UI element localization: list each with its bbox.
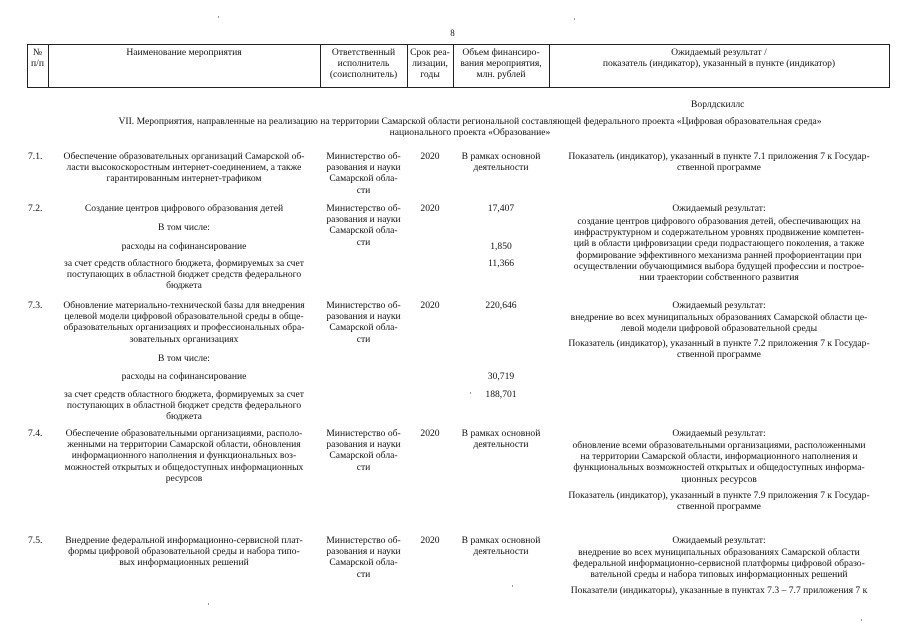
financing: В рамках основной деятельности — [461, 428, 541, 451]
row-number: 7.1. — [28, 151, 43, 162]
term: 2020 — [420, 300, 440, 311]
sub-label-regional-budget: за счет средств областного бюджета, формируемых за счет поступающих в областной бюджет средств федерального бюджета — [64, 258, 304, 292]
expected-result-title: Ожидаемый результат: — [672, 203, 766, 214]
executor: Министерство об- разования и науки Самарской обла- сти — [326, 300, 401, 345]
financing-total: 17,407 — [487, 203, 515, 214]
event-name: Обновление материально-технической базы для внедрения целевой модели цифровой образовательной среды в обще- образовательных организациях и профессиональных обра- зовательных организациях — [63, 300, 305, 345]
header-divider — [889, 44, 890, 88]
term: 2020 — [420, 428, 440, 439]
event-name: Создание центров цифрового образования детей — [84, 203, 284, 214]
financing: В рамках основной деятельности — [461, 151, 541, 174]
financing-cofinancing: 30,719 — [487, 371, 515, 382]
financing: В рамках основной деятельности — [461, 535, 541, 558]
scan-speck — [512, 585, 513, 587]
financing-regional-budget: 188,701 — [485, 389, 517, 400]
term: 2020 — [420, 203, 440, 214]
term: 2020 — [420, 151, 440, 162]
sub-label-regional-budget: за счет средств областного бюджета, формируемых за счет поступающих в областной бюджет средств федерального бюджета — [64, 389, 304, 423]
expected-result-title: Ожидаемый результат: — [672, 428, 766, 439]
sub-intro: В том числе: — [158, 353, 210, 364]
executor: Министерство об- разования и науки Самарской обла- сти — [326, 535, 401, 580]
scan-speck — [470, 392, 471, 394]
expected-result-indicator: Показатели (индикаторы), указанные в пунктах 7.3 – 7.7 приложения 7 к — [570, 585, 868, 596]
row-number: 7.3. — [28, 300, 43, 311]
header-financing: Объем финансиро- вания мероприятия, млн. рублей — [460, 47, 542, 81]
scan-speck — [218, 16, 219, 18]
executor: Министерство об- разования и науки Самарской обла- сти — [326, 203, 401, 248]
expected-result: Показатель (индикатор), указанный в пункте 7.1 приложения 7 к Государ- ственной программе — [568, 151, 870, 174]
expected-result: обновление всеми образовательными организациями, расположенными на территории Самарской области, информационного наполнения и функциональных возможностей открытых и общедоступных информа- ционных ресурсов — [572, 440, 866, 485]
sub-intro: В том числе: — [158, 222, 210, 233]
financing-total: 220,646 — [485, 300, 517, 311]
scan-speck — [574, 18, 575, 20]
sub-label-cofinancing: расходы на софинансирование — [121, 241, 247, 252]
executor: Министерство об- разования и науки Самарской обла- сти — [326, 428, 401, 473]
expected-result: внедрение во всех муниципальных образованиях Самарской области федеральной информационно-сервисной платформы цифровой образо- вательной среды и набора типовых информационных решений — [573, 547, 865, 581]
header-expected-result: Ожидаемый результат / показатель (индикатор), указанный в пункте (индикатор) — [602, 47, 836, 70]
executor: Министерство об- разования и науки Самарской обла- сти — [326, 151, 401, 196]
event-name: Внедрение федеральной информационно-сервисной плат- формы цифровой образовательной среды и набора типо- вых информационных решений — [65, 535, 303, 569]
sub-label-cofinancing: расходы на софинансирование — [121, 371, 247, 382]
section-title: VII. Мероприятия, направленные на реализацию на территории Самарской области региональной составляющей федерального проекта «Цифровая образовательная среда» национального проекта «Образование» — [118, 116, 822, 139]
scan-speck — [208, 603, 209, 605]
row-number: 7.5. — [28, 535, 43, 546]
term: 2020 — [420, 535, 440, 546]
expected-result-title: Ожидаемый результат: — [672, 300, 766, 311]
header-executor: Ответственный исполнитель (соисполнитель) — [329, 47, 398, 81]
event-name: Обеспечение образовательными организациями, располо- женными на территории Самарской области, обновления информационного наполнения и функциональных воз- можностей открытых и общедоступных информационных ресурсов — [64, 428, 304, 484]
row-number: 7.4. — [28, 428, 43, 439]
header-event-name: Наименование мероприятия — [126, 47, 242, 58]
header-top-rule — [27, 44, 890, 45]
expected-result: внедрение во всех муниципальных образованиях Самарской области це- левой модели цифровой образовательной среды — [570, 312, 868, 335]
header-bottom-rule — [27, 87, 890, 88]
event-name: Обеспечение образовательных организаций Самарской об- ласти высокоскоростным интернет-соединением, а также гарантированным интернет-трафиком — [63, 151, 305, 185]
financing-cofinancing: 1,850 — [490, 241, 512, 252]
expected-result-title: Ожидаемый результат: — [672, 535, 766, 546]
financing-regional-budget: 11,366 — [487, 258, 515, 269]
header-term: Срок реа- лизации, годы — [410, 47, 450, 81]
page-number: 8 — [450, 28, 455, 38]
expected-result: создание центров цифрового образования детей, обеспечивающих на инфраструктурном и содержательном уровнях продвижение компетен- ций в области цифровизации среди подрастающего поколения, а также формирование эффективного механизма ранней профориентации при осуществлении обучающимися выбора будущей профессии и построе- нии траектории собственного развития — [573, 216, 865, 284]
row-number: 7.2. — [28, 203, 43, 214]
stray-word: Ворлдскиллс — [691, 99, 745, 110]
expected-result-indicator: Показатель (индикатор), указанный в пункте 7.9 приложения 7 к Государ- ственной программе — [568, 490, 870, 513]
expected-result-indicator: Показатель (индикатор), указанный в пункте 7.2 приложения 7 к Государ- ственной программе — [568, 338, 870, 361]
scan-speck — [861, 619, 862, 621]
header-number: № п/п — [31, 47, 44, 70]
